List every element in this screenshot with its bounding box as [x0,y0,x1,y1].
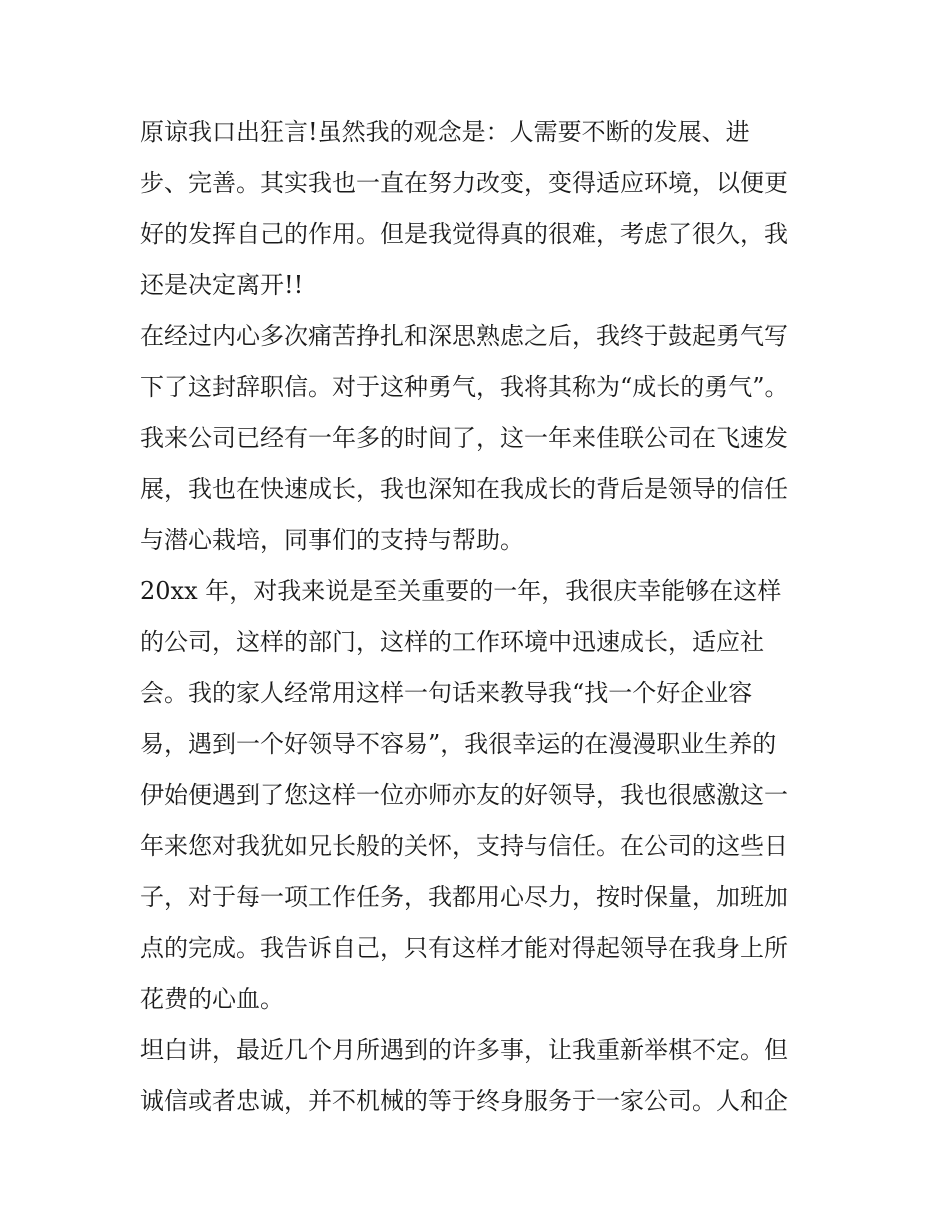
text-line: 我来公司已经有一年多的时间了，这一年来佳联公司在飞速发 [140,424,788,452]
letter-body [140,107,820,1127]
text-line: 还是决定离开!! [140,271,304,299]
text-line: 花费的心血。 [140,985,284,1013]
text-line: 会。我的家人经常用这样一句话来教导我“找一个好企业容 [140,679,753,707]
text-line: 子，对于每一项工作任务，我都用心尽力，按时保量，加班加 [140,883,788,911]
text-line: 与潜心栽培，同事们的支持与帮助。 [140,526,524,554]
text-line: 在经过内心多次痛苦挣扎和深思熟虑之后，我终于鼓起勇气写 [140,322,788,350]
text-line: 原谅我口出狂言!虽然我的观念是：人需要不断的发展、进 [140,118,750,146]
text-line: 下了这封辞职信。对于这种勇气，我将其称为“成长的勇气”。 [140,373,789,401]
text-line: 20xx 年，对我来说是至关重要的一年，我很庆幸能够在这样 [140,577,782,605]
text-line: 展，我也在快速成长，我也深知在我成长的背后是领导的信任 [140,475,788,503]
text-line: 诚信或者忠诚，并不机械的等于终身服务于一家公司。人和企 [140,1087,788,1115]
text-line: 步、完善。其实我也一直在努力改变，变得适应环境，以便更 [140,169,788,197]
text-line: 坦白讲，最近几个月所遇到的许多事，让我重新举棋不定。但 [140,1036,788,1064]
text-line: 年来您对我犹如兄长般的关怀，支持与信任。在公司的这些日 [140,832,788,860]
text-line: 易，遇到一个好领导不容易”，我很幸运的在漫漫职业生养的 [140,730,777,758]
text-line: 伊始便遇到了您这样一位亦师亦友的好领导，我也很感激这一 [140,781,788,809]
text-line: 点的完成。我告诉自己，只有这样才能对得起领导在我身上所 [140,934,788,962]
text-line: 好的发挥自己的作用。但是我觉得真的很难，考虑了很久，我 [140,220,788,248]
text-line: 的公司，这样的部门，这样的工作环境中迅速成长，适应社 [140,628,764,656]
